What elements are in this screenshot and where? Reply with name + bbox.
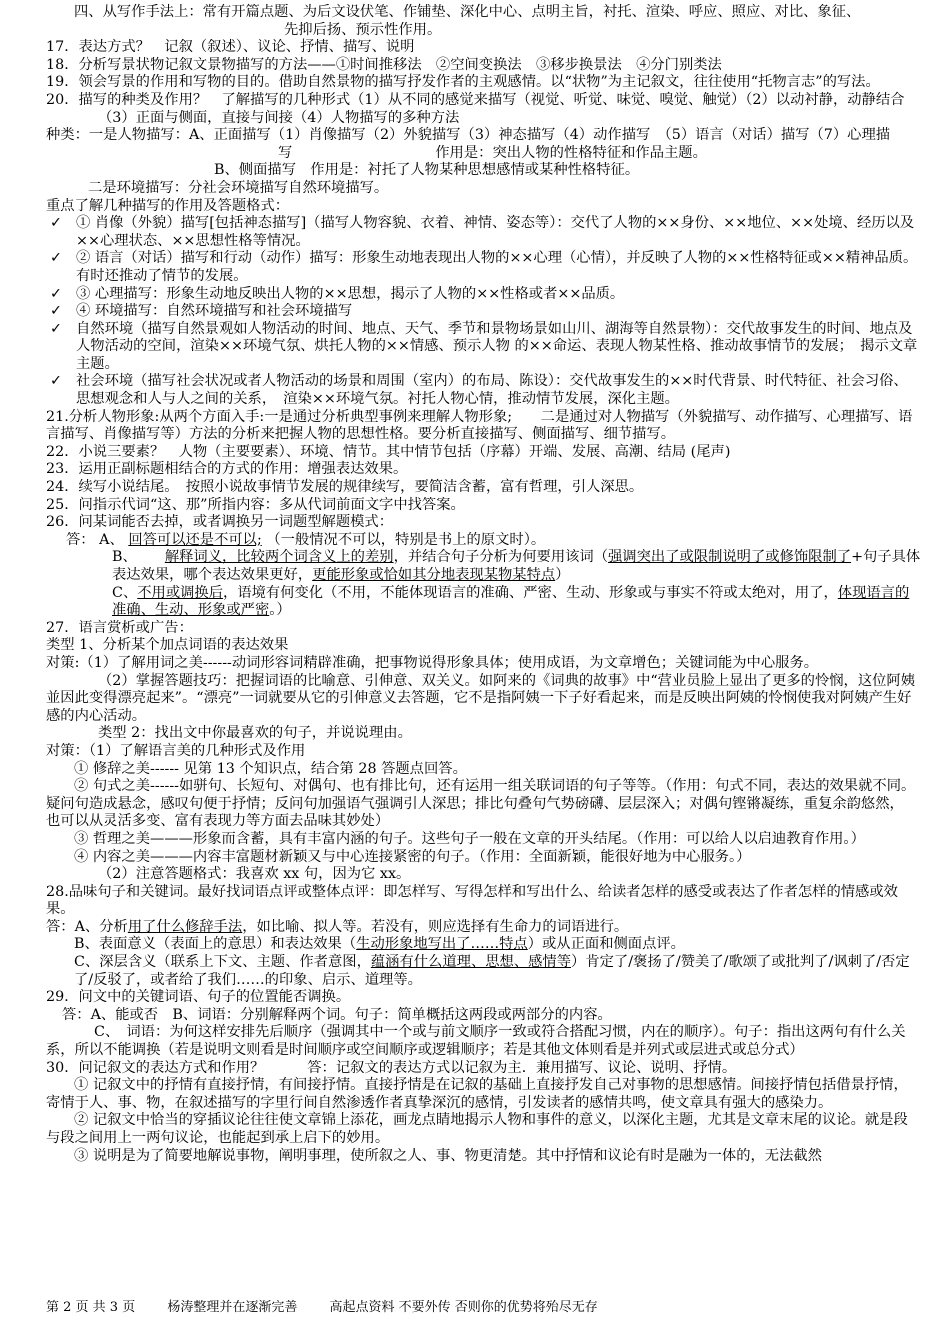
item-28: 28.品味句子和关键词。最好找词语点评或整体点评：即怎样写、写得怎样和写出什么、给读者怎样的感受或表达了作者怎样的情感或效果。 [46, 883, 898, 918]
footer-author: 杨涛整理并在逐渐完善 [167, 1300, 298, 1315]
text-line: 二是环境描写：分社会环境描写自然环境描写。 [88, 179, 389, 196]
text-line: 对策:（1）了解用词之美------动词形容词精辟准确，把事物说得形象具体；使用成语，为文章增色；关键词能为中心服务。 [46, 654, 819, 671]
check-icon: ✓ [50, 373, 62, 390]
item-22: 22．小说三要素？ 人物（主要要素）、环境、情节。其中情节包括（序幕）开端、发展、高潮、结局 (尾声) [46, 443, 731, 460]
item-29: 29．问文中的关键词语、句子的位置能否调换。 [46, 989, 351, 1006]
answer-a: 答：A、分析用了什么修辞手法，如比喻、拟人等。若没有，则应选择有生命力的词语进行。 [46, 918, 629, 935]
text-line: 四、从写作手法上：常有开篇点题、为后文设伏笔、作铺垫、深化中心、点明主旨，衬托、渲染、呼应、照应、对比、象征、 [74, 4, 861, 20]
check-icon: ✓ [50, 250, 62, 267]
page-number: 第 2 页 共 3 页 [46, 1300, 136, 1315]
text-line: ③ 哲理之美———形象而含蓄，具有丰富内涵的句子。这些句子一般在文章的开头结尾。（作用：可以给人以启迪教育作用。） [74, 830, 865, 847]
answer-a: 答： A、 回答可以还是不可以; （一般情况不可以，特别是书上的原文时）。 [66, 531, 546, 548]
checklist-item: ✓ 自然环境（描写自然景观如人物活动的时间、地点、天气、季节和景物场景如山川、湖海等自然景物）：交代故事发生的时间、地点及人物活动的空间，渲染××环境气氛、烘托人物的××情感、预示人物 的××命运、表现人物某性格、推动故事情节的发展； 揭示文章主题。 [50, 320, 918, 372]
checklist-item: ✓ ④ 环境描写：自然环境描写和社会环境描写 [50, 303, 353, 320]
text-line: C、 词语：为何这样安排先后顺序（强调其中一个或与前文顺序一致或符合搭配习惯，内在的顺序）。句子：指出这两句有什么关系，所以不能调换（若是说明文则看是时间顺序或空间顺序或逻辑顺序；若是其他文体则看是并列式或层进式或总分式） [46, 1024, 906, 1059]
document-body [46, 4, 922, 1165]
text-line: 先抑后扬、预示性作用。 [284, 21, 442, 38]
text-line: （3）正面与侧面，直接与间接（4）人物描写的多种方法 [98, 109, 460, 126]
text-line: 写 作用是：突出人物的性格特征和作品主题。 [278, 144, 707, 161]
text-line: ③ 说明是为了简要地解说事物，阐明事理，使所叙之人、事、物更清楚。其中抒情和议论有时是融为一体的，无法截然 [74, 1147, 822, 1164]
section-heading: 重点了解几种描写的作用及答题格式： [46, 197, 290, 214]
check-icon: ✓ [50, 320, 62, 337]
text-line: 类型 1、分析某个加点词语的表达效果 [46, 637, 289, 654]
item-20: 20．描写的种类及作用？ 了解描写的几种形式（1）从不同的感觉来描写（视觉、听觉、味觉、嗅觉、触觉）（2）以动衬静，动静结合 [46, 91, 905, 108]
text-line: （2）掌握答题技巧：把握词语的比喻意、引伸意、双关义。如阿来的《词典的故事》中“营业员脸上显出了更多的怜悯，这位阿姨並因此变得漂亮起来”。“漂亮”一词就要从它的引伸意义去答题，它不是指阿姨一下子好看起来，而是反映出阿姨的怜悯使我对阿姨产生好感的内心活动。 [46, 672, 916, 724]
footer-note: 高起点资料 不要外传 否则你的优势将殆尽无存 [329, 1300, 598, 1315]
text-line: 种类：一是人物描写：A、正面描写（1）肖像描写（2）外貌描写（3）神态描写（4）动作描写 （5）语言（对话）描写（7）心理描 [46, 127, 891, 144]
answer-b: B、表面意义（表面上的意思）和表达效果（生动形象地写出了……特点）或从正面和侧面点评。 [74, 936, 685, 953]
checklist-item: ✓ ③ 心理描写：形象生动地反映出人物的××思想，揭示了人物的××性格或者××品质。 [50, 285, 625, 302]
text-line: 答：A、能或否 B、词语：分别解释两个词。句子：简单概括这两段或两部分的内容。 [62, 1006, 612, 1023]
item-19: 19．领会写景的作用和写物的目的。借助自然景物的描写抒发作者的主观感情。以“状物”为主记叙文，往往使用“托物言志”的写法。 [46, 74, 880, 91]
item-30: 30．问记叙文的表达方式和作用？ 答：记叙文的表达方式以记叙为主．兼用描写、议论、说明、抒情。 [46, 1059, 737, 1076]
text-line: B、侧面描写 作用是：衬托了人物某种思想感情或某种性格特征。 [214, 162, 640, 179]
checklist-item: ✓ ② 语言（对话）描写和行动（动作）描写：形象生动地表现出人物的××心理（心情），并反映了人物的××性格特征或××精神品质。有时还推动了情节的发展。 [50, 250, 918, 284]
answer-c: C、不用或调换后，语境有何变化（不用，不能体现语言的准确、严密、生动、形象或与事实不符或太绝对，用了，体现语言的准确、生动、形象或严密。） [112, 584, 910, 619]
item-18: 18．分析写景状物记叙文景物描写的方法——①时间推移法 ②空间变换法 ③移步换景法 ④分门别类法 [46, 56, 722, 73]
check-icon: ✓ [50, 285, 62, 302]
text-line: ② 记叙文中恰当的穿插议论往往使文章锦上添花，画龙点睛地揭示人物和事件的意义，以深化主题，尤其是文章末尾的议论。就是段与段之间用上一两句议论，也能起到承上启下的妙用。 [46, 1112, 908, 1146]
item-23: 23．运用正副标题相结合的方式的作用：增强表达效果。 [46, 461, 408, 478]
text-line: ① 记叙文中的抒情有直接抒情，有间接抒情。直接抒情是在记叙的基础上直接抒发自己对事物的思想感情。间接抒情包括借景抒情，寄情于人、事、物，在叙述描写的字里行间自然渗透作者真挚深沉的感情，引发读者的感情共鸣，使文章具有强大的感染力。 [46, 1077, 908, 1111]
item-27: 27．语言赏析或广告： [46, 619, 193, 636]
page-footer [46, 1296, 922, 1315]
item-26: 26．问某词能否去掉，或者调换另一词题型解题模式： [46, 514, 394, 531]
answer-b: B、 解释词义，比较两个词含义上的差别，并结合句子分析为何要用该词（强调突出了或限制说明了或修饰限制了+句子具体表达效果，哪个表达效果更好，更能形象或恰如其分地表现某物某特点） [112, 549, 921, 583]
answer-c: C、深层含义（联系上下文、主题、作者意图，蕴涵有什么道理、思想、感情等）肯定了/褒扬了/赞美了/歌颂了或批判了/讽刺了/否定了/反驳了，或者给了我们……的印象、启示、道理等。 [74, 954, 910, 988]
text-line: （2）注意答题格式：我喜欢 xx 句，因为它 xx。 [98, 866, 411, 883]
checklist-item: ✓ ① 肖像（外貌）描写[包括神态描写]（描写人物容貌、衣着、神情、姿态等）：交代了人物的××身份、××地位、××处境、经历以及××心理状态、××思想性格等情况。 [50, 215, 915, 249]
item-24: 24．续写小说结尾。 按照小说故事情节发展的规律续写，要简洁含蓄，富有哲理，引人深思。 [46, 479, 644, 496]
text-line: 对策：（1）了解语言美的几种形式及作用 [46, 742, 306, 759]
checklist-item: ✓ 社会环境（描写社会状况或者人物活动的场景和周围（室内）的布局、陈设）：交代故事发生的××时代背景、时代特征、社会习俗、思想观念和人与人之间的关系， 渲染××环境气氛。衬托人物心情，推动情节发展，深化主题。 [50, 373, 908, 408]
item-17: 17．表达方式？ 记叙（叙述）、议论、抒情、描写、说明 [46, 39, 415, 56]
text-line: 类型 2：找出文中你最喜欢的句子，并说说理由。 [98, 725, 412, 742]
text-line: ② 句式之美------如骈句、长短句、对偶句、也有排比句，还有运用一组关联词语的句子等等。（作用：句式不同，表达的效果就不同。 疑问句造成悬念，感叹句便于抒情；反问句加强语气强调引人深思；排比句叠句气势磅礴、层层深入；对偶句铿锵凝练，重复余韵悠然， 也可以从灵活多变、富有表现力等方面去品味其妙处） [46, 778, 916, 830]
item-21: 21.分析人物形象:从两个方面入手:一是通过分析典型事例来理解人物形象; 二是通过对人物描写（外貌描写、动作描写、心理描写、语言描写、肖像描写等）方法的分析来把握人物的思想性格。要分析直接描写、侧面描写、细节描写。 [46, 408, 913, 443]
text-line: ① 修辞之美------ 见第 13 个知识点，结合第 28 答题点回答。 [74, 760, 467, 777]
item-25: 25．问指示代词“这、那”所指内容：多从代词前面文字中找答案。 [46, 496, 465, 513]
check-icon: ✓ [50, 303, 62, 320]
text-line: ④ 内容之美———内容丰富题材新颖又与中心连接紧密的句子。（作用：全面新颖，能很好地为中心服务。） [74, 848, 751, 865]
check-icon: ✓ [50, 215, 62, 232]
